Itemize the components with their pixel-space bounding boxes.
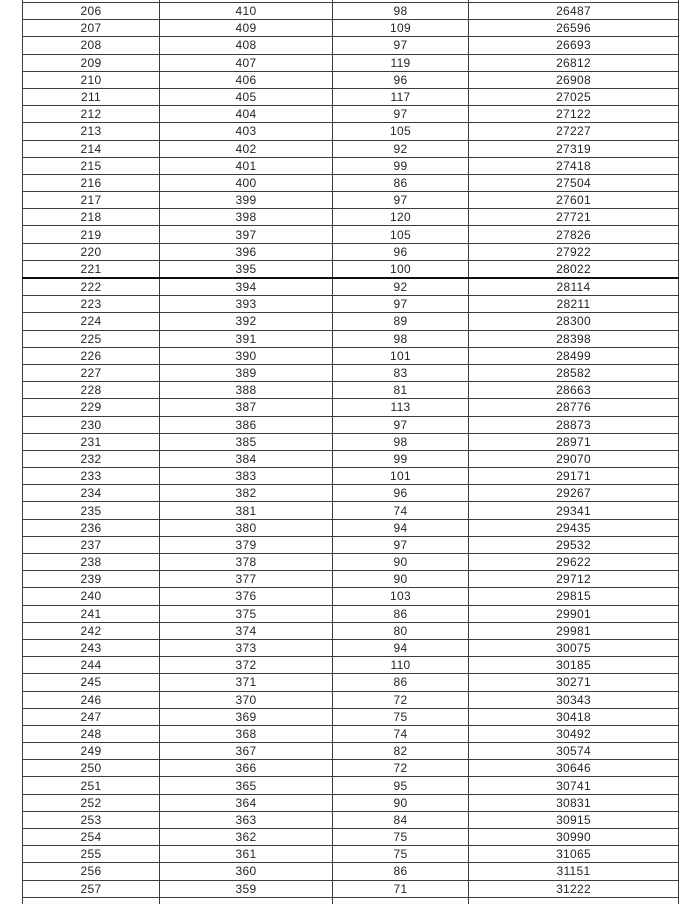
table-cell: 208 xyxy=(23,37,160,54)
table-cell: 101 xyxy=(333,347,469,364)
table-cell: 220 xyxy=(23,243,160,260)
table-cell: 29901 xyxy=(469,605,679,622)
table-row xyxy=(23,106,679,123)
table-cell: 241 xyxy=(23,605,160,622)
table-cell: 403 xyxy=(160,123,333,140)
table-cell: 100 xyxy=(333,260,469,278)
table-row xyxy=(23,468,679,485)
table-cell: 227 xyxy=(23,364,160,381)
table-cell: 359 xyxy=(160,880,333,897)
table-cell: 365 xyxy=(160,777,333,794)
table-cell: 206 xyxy=(23,3,160,20)
table-row xyxy=(23,3,679,20)
table-cell: 226 xyxy=(23,347,160,364)
table-row xyxy=(23,140,679,157)
table-cell: 383 xyxy=(160,468,333,485)
table-cell: 97 xyxy=(333,37,469,54)
table-cell: 29171 xyxy=(469,468,679,485)
table-cell: 75 xyxy=(333,846,469,863)
table-cell: 97 xyxy=(333,296,469,313)
table-cell: 27227 xyxy=(469,123,679,140)
table-cell: 101 xyxy=(333,468,469,485)
table-cell: 401 xyxy=(160,157,333,174)
table-cell: 97 xyxy=(333,192,469,209)
table-cell: 214 xyxy=(23,140,160,157)
table-cell: 72 xyxy=(333,760,469,777)
table-row xyxy=(23,157,679,174)
table-cell: 28211 xyxy=(469,296,679,313)
table-row xyxy=(23,399,679,416)
data-table-container xyxy=(22,0,680,904)
table-cell: 213 xyxy=(23,123,160,140)
table-cell: 233 xyxy=(23,468,160,485)
table-cell: 229 xyxy=(23,399,160,416)
table-cell: 103 xyxy=(333,588,469,605)
table-cell: 28582 xyxy=(469,364,679,381)
table-row xyxy=(23,605,679,622)
table-cell: 30271 xyxy=(469,674,679,691)
table-cell: 29341 xyxy=(469,502,679,519)
table-cell: 90 xyxy=(333,554,469,571)
table-cell: 232 xyxy=(23,450,160,467)
table-cell: 31151 xyxy=(469,863,679,880)
table-cell: 216 xyxy=(23,174,160,191)
table-cell: 231 xyxy=(23,433,160,450)
table-cell xyxy=(333,897,469,904)
table-row xyxy=(23,54,679,71)
table-cell: 28398 xyxy=(469,330,679,347)
table-cell: 239 xyxy=(23,571,160,588)
table-cell: 28663 xyxy=(469,382,679,399)
table-cell: 209 xyxy=(23,54,160,71)
table-cell: 27826 xyxy=(469,226,679,243)
table-row xyxy=(23,278,679,296)
table-cell: 244 xyxy=(23,657,160,674)
table-cell: 99 xyxy=(333,450,469,467)
table-cell: 29622 xyxy=(469,554,679,571)
table-row xyxy=(23,708,679,725)
table-row xyxy=(23,777,679,794)
table-cell: 393 xyxy=(160,296,333,313)
table-cell: 26487 xyxy=(469,3,679,20)
table-cell: 372 xyxy=(160,657,333,674)
table-cell: 240 xyxy=(23,588,160,605)
table-cell: 236 xyxy=(23,519,160,536)
table-row xyxy=(23,313,679,330)
table-cell: 86 xyxy=(333,863,469,880)
table-cell: 75 xyxy=(333,829,469,846)
table-cell: 225 xyxy=(23,330,160,347)
table-cell: 369 xyxy=(160,708,333,725)
table-cell: 406 xyxy=(160,71,333,88)
table-cell: 90 xyxy=(333,794,469,811)
table-cell: 26596 xyxy=(469,20,679,37)
table-cell: 388 xyxy=(160,382,333,399)
table-cell: 245 xyxy=(23,674,160,691)
table-cell: 397 xyxy=(160,226,333,243)
table-cell: 404 xyxy=(160,106,333,123)
table-cell: 113 xyxy=(333,399,469,416)
table-row xyxy=(23,209,679,226)
table-cell: 251 xyxy=(23,777,160,794)
table-row xyxy=(23,243,679,260)
table-cell: 30741 xyxy=(469,777,679,794)
table-cell: 99 xyxy=(333,157,469,174)
table-cell: 98 xyxy=(333,330,469,347)
table-cell: 97 xyxy=(333,536,469,553)
table-cell: 402 xyxy=(160,140,333,157)
table-cell: 363 xyxy=(160,811,333,828)
table-row xyxy=(23,123,679,140)
table-cell: 249 xyxy=(23,743,160,760)
table-cell: 30185 xyxy=(469,657,679,674)
table-cell: 30646 xyxy=(469,760,679,777)
table-cell: 28022 xyxy=(469,260,679,278)
table-row xyxy=(23,174,679,191)
table-cell: 74 xyxy=(333,502,469,519)
table-row xyxy=(23,829,679,846)
table-cell: 248 xyxy=(23,725,160,742)
table-cell: 408 xyxy=(160,37,333,54)
table-cell: 217 xyxy=(23,192,160,209)
table-cell: 367 xyxy=(160,743,333,760)
table-row xyxy=(23,639,679,656)
table-cell: 27504 xyxy=(469,174,679,191)
table-cell: 221 xyxy=(23,260,160,278)
table-cell: 98 xyxy=(333,433,469,450)
table-cell: 30075 xyxy=(469,639,679,656)
table-cell: 30492 xyxy=(469,725,679,742)
table-cell: 222 xyxy=(23,278,160,296)
table-row xyxy=(23,450,679,467)
table-cell: 110 xyxy=(333,657,469,674)
table-cell: 364 xyxy=(160,794,333,811)
table-cell: 386 xyxy=(160,416,333,433)
table-cell: 28971 xyxy=(469,433,679,450)
table-row xyxy=(23,725,679,742)
table-row xyxy=(23,71,679,88)
table-row xyxy=(23,863,679,880)
table-row xyxy=(23,382,679,399)
table-cell: 375 xyxy=(160,605,333,622)
table-row xyxy=(23,88,679,105)
table-cell: 86 xyxy=(333,674,469,691)
table-cell: 80 xyxy=(333,622,469,639)
table-row xyxy=(23,485,679,502)
table-cell: 28499 xyxy=(469,347,679,364)
table-row xyxy=(23,880,679,897)
table-cell: 381 xyxy=(160,502,333,519)
table-cell: 29435 xyxy=(469,519,679,536)
table-cell: 360 xyxy=(160,863,333,880)
table-cell: 98 xyxy=(333,3,469,20)
table-row xyxy=(23,416,679,433)
table-cell: 252 xyxy=(23,794,160,811)
table-cell: 94 xyxy=(333,639,469,656)
table-cell xyxy=(469,897,679,904)
table-row xyxy=(23,296,679,313)
table-cell: 72 xyxy=(333,691,469,708)
table-row xyxy=(23,794,679,811)
table-cell: 237 xyxy=(23,536,160,553)
table-cell: 89 xyxy=(333,313,469,330)
table-row xyxy=(23,347,679,364)
table-cell: 399 xyxy=(160,192,333,209)
table-row xyxy=(23,433,679,450)
table-cell: 90 xyxy=(333,571,469,588)
table-cell: 86 xyxy=(333,174,469,191)
table-cell: 27601 xyxy=(469,192,679,209)
table-cell: 378 xyxy=(160,554,333,571)
table-cell: 230 xyxy=(23,416,160,433)
table-cell: 92 xyxy=(333,278,469,296)
table-cell: 210 xyxy=(23,71,160,88)
table-cell xyxy=(160,897,333,904)
table-cell: 29267 xyxy=(469,485,679,502)
table-cell: 256 xyxy=(23,863,160,880)
table-cell: 387 xyxy=(160,399,333,416)
table-cell: 105 xyxy=(333,123,469,140)
table-cell: 82 xyxy=(333,743,469,760)
table-cell: 219 xyxy=(23,226,160,243)
table-cell: 243 xyxy=(23,639,160,656)
table-row xyxy=(23,20,679,37)
table-cell: 28114 xyxy=(469,278,679,296)
table-cell: 29815 xyxy=(469,588,679,605)
table-cell: 97 xyxy=(333,416,469,433)
table-cell: 392 xyxy=(160,313,333,330)
table-cell: 409 xyxy=(160,20,333,37)
table-cell: 27025 xyxy=(469,88,679,105)
table-row xyxy=(23,846,679,863)
table-row xyxy=(23,588,679,605)
table-cell: 410 xyxy=(160,3,333,20)
table-cell: 371 xyxy=(160,674,333,691)
table-cell: 27418 xyxy=(469,157,679,174)
table-row xyxy=(23,674,679,691)
table-cell: 362 xyxy=(160,829,333,846)
table-cell: 398 xyxy=(160,209,333,226)
table-cell: 361 xyxy=(160,846,333,863)
table-row xyxy=(23,37,679,54)
table-cell: 30343 xyxy=(469,691,679,708)
data-table xyxy=(22,0,679,904)
table-row xyxy=(23,536,679,553)
table-cell: 28776 xyxy=(469,399,679,416)
table-cell: 215 xyxy=(23,157,160,174)
table-cell: 224 xyxy=(23,313,160,330)
table-cell: 29981 xyxy=(469,622,679,639)
table-row xyxy=(23,554,679,571)
table-cell: 29532 xyxy=(469,536,679,553)
table-cell: 228 xyxy=(23,382,160,399)
table-row xyxy=(23,330,679,347)
table-cell: 94 xyxy=(333,519,469,536)
table-cell: 370 xyxy=(160,691,333,708)
table-cell: 218 xyxy=(23,209,160,226)
table-cell: 253 xyxy=(23,811,160,828)
table-cell: 374 xyxy=(160,622,333,639)
table-cell: 96 xyxy=(333,71,469,88)
table-row xyxy=(23,743,679,760)
table-cell: 84 xyxy=(333,811,469,828)
table-cell: 117 xyxy=(333,88,469,105)
table-cell: 400 xyxy=(160,174,333,191)
table-cell: 30915 xyxy=(469,811,679,828)
table-cell: 71 xyxy=(333,880,469,897)
table-cell: 109 xyxy=(333,20,469,37)
table-row xyxy=(23,502,679,519)
table-row xyxy=(23,226,679,243)
table-cell: 389 xyxy=(160,364,333,381)
table-cell: 75 xyxy=(333,708,469,725)
table-cell: 396 xyxy=(160,243,333,260)
table-cell: 95 xyxy=(333,777,469,794)
table-cell: 385 xyxy=(160,433,333,450)
table-cell: 394 xyxy=(160,278,333,296)
table-cell: 257 xyxy=(23,880,160,897)
table-cell: 30831 xyxy=(469,794,679,811)
table-row xyxy=(23,260,679,278)
table-cell: 238 xyxy=(23,554,160,571)
table-cell: 30990 xyxy=(469,829,679,846)
table-cell: 97 xyxy=(333,106,469,123)
table-cell: 31065 xyxy=(469,846,679,863)
table-cell: 247 xyxy=(23,708,160,725)
table-cell: 96 xyxy=(333,485,469,502)
table-cell: 27319 xyxy=(469,140,679,157)
table-cell: 29712 xyxy=(469,571,679,588)
table-row xyxy=(23,691,679,708)
table-cell: 81 xyxy=(333,382,469,399)
table-cell: 390 xyxy=(160,347,333,364)
table-row xyxy=(23,657,679,674)
table-cell: 96 xyxy=(333,243,469,260)
table-cell: 366 xyxy=(160,760,333,777)
table-cell: 27922 xyxy=(469,243,679,260)
table-cell: 250 xyxy=(23,760,160,777)
table-cell: 26812 xyxy=(469,54,679,71)
table-cell: 92 xyxy=(333,140,469,157)
table-cell: 207 xyxy=(23,20,160,37)
table-cell: 246 xyxy=(23,691,160,708)
table-cell: 391 xyxy=(160,330,333,347)
table-cell: 31222 xyxy=(469,880,679,897)
table-cell: 384 xyxy=(160,450,333,467)
table-cell: 29070 xyxy=(469,450,679,467)
table-cell: 119 xyxy=(333,54,469,71)
table-cell: 83 xyxy=(333,364,469,381)
table-cell: 235 xyxy=(23,502,160,519)
table-row xyxy=(23,519,679,536)
table-cell: 211 xyxy=(23,88,160,105)
table-cell: 407 xyxy=(160,54,333,71)
table-cell: 254 xyxy=(23,829,160,846)
table-cell: 382 xyxy=(160,485,333,502)
table-row xyxy=(23,192,679,209)
table-cell: 27721 xyxy=(469,209,679,226)
table-cell: 242 xyxy=(23,622,160,639)
data-table-body xyxy=(23,0,679,904)
table-cell: 377 xyxy=(160,571,333,588)
table-cell: 26693 xyxy=(469,37,679,54)
table-cell: 28873 xyxy=(469,416,679,433)
table-cell: 405 xyxy=(160,88,333,105)
table-row xyxy=(23,811,679,828)
table-row xyxy=(23,622,679,639)
table-cell: 27122 xyxy=(469,106,679,123)
table-cell: 255 xyxy=(23,846,160,863)
table-cell: 373 xyxy=(160,639,333,656)
table-cell: 120 xyxy=(333,209,469,226)
table-cell: 380 xyxy=(160,519,333,536)
table-cell: 30574 xyxy=(469,743,679,760)
table-cell: 379 xyxy=(160,536,333,553)
table-row xyxy=(23,571,679,588)
table-row xyxy=(23,760,679,777)
table-cell: 376 xyxy=(160,588,333,605)
table-cell: 26908 xyxy=(469,71,679,88)
table-cell: 223 xyxy=(23,296,160,313)
table-cell xyxy=(23,897,160,904)
table-row-partial-bottom xyxy=(23,897,679,904)
table-cell: 368 xyxy=(160,725,333,742)
table-cell: 30418 xyxy=(469,708,679,725)
table-cell: 234 xyxy=(23,485,160,502)
table-row xyxy=(23,364,679,381)
table-cell: 212 xyxy=(23,106,160,123)
table-cell: 105 xyxy=(333,226,469,243)
table-cell: 74 xyxy=(333,725,469,742)
table-cell: 28300 xyxy=(469,313,679,330)
table-cell: 395 xyxy=(160,260,333,278)
table-cell: 86 xyxy=(333,605,469,622)
